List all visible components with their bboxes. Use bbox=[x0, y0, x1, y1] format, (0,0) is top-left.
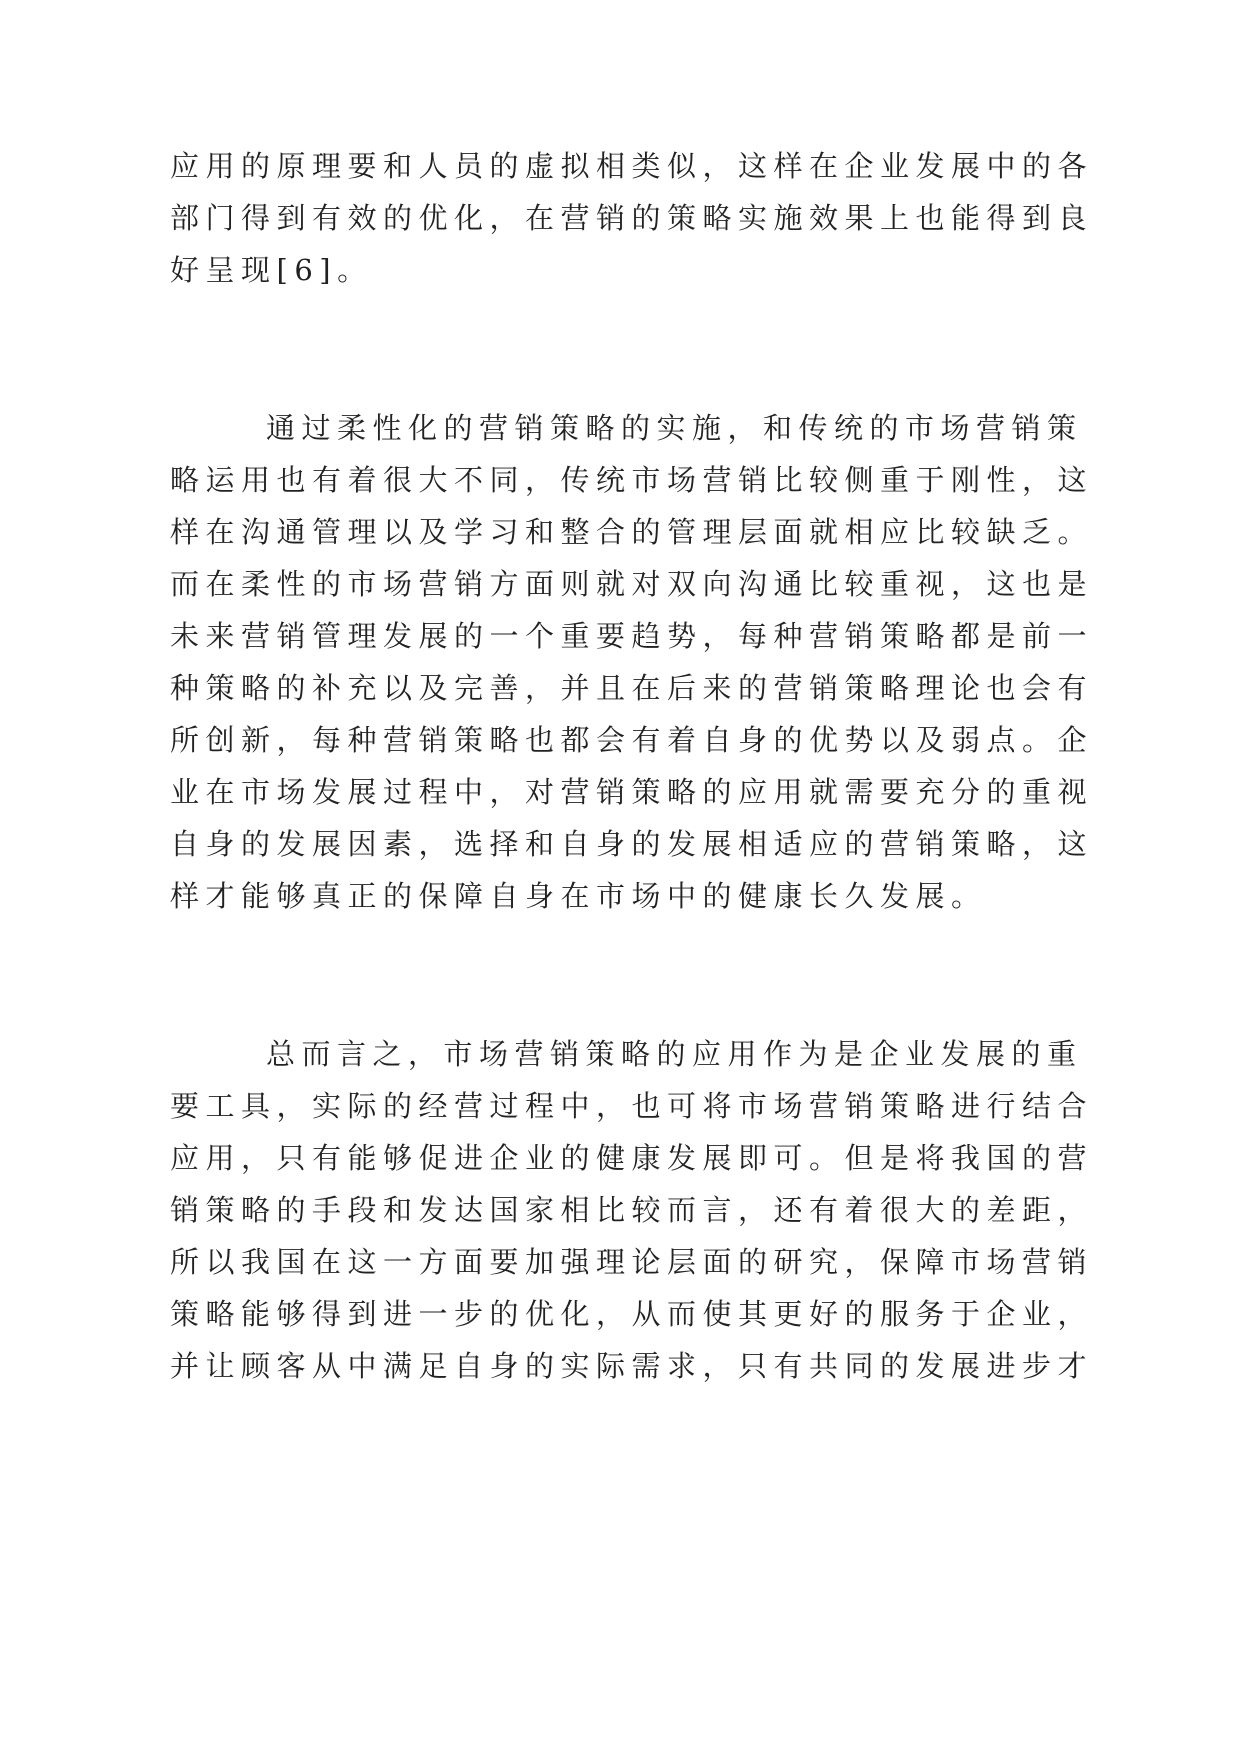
paragraph-line: 总而言之，市场营销策略的应用作为是企业发展的重 bbox=[266, 1037, 1083, 1071]
paragraph-line: 业在市场发展过程中，对营销策略的应用就需要充分的重视 bbox=[170, 775, 1094, 809]
paragraph-line: 部门得到有效的优化，在营销的策略实施效果上也能得到良 bbox=[170, 201, 1094, 235]
paragraph-line: 而在柔性的市场营销方面则就对双向沟通比较重视，这也是 bbox=[170, 567, 1094, 601]
paragraph-line: 未来营销管理发展的一个重要趋势，每种营销策略都是前一 bbox=[170, 619, 1094, 653]
paragraph-line: 略运用也有着很大不同，传统市场营销比较侧重于刚性，这 bbox=[170, 463, 1094, 497]
paragraph-line: 好呈现[6]。 bbox=[170, 253, 373, 287]
paragraph-line: 应用，只有能够促进企业的健康发展即可。但是将我国的营 bbox=[170, 1141, 1094, 1175]
paragraph-line: 通过柔性化的营销策略的实施，和传统的市场营销策 bbox=[266, 411, 1083, 445]
paragraph-line: 策略能够得到进一步的优化，从而使其更好的服务于企业， bbox=[170, 1297, 1094, 1331]
paragraph-line: 种策略的补充以及完善，并且在后来的营销策略理论也会有 bbox=[170, 671, 1094, 705]
paragraph-line: 所以我国在这一方面要加强理论层面的研究，保障市场营销 bbox=[170, 1245, 1094, 1279]
paragraph-line: 所创新，每种营销策略也都会有着自身的优势以及弱点。企 bbox=[170, 723, 1094, 757]
paragraph-line: 样才能够真正的保障自身在市场中的健康长久发展。 bbox=[170, 879, 987, 913]
paragraph-line: 要工具，实际的经营过程中，也可将市场营销策略进行结合 bbox=[170, 1089, 1094, 1123]
paragraph-line: 应用的原理要和人员的虚拟相类似，这样在企业发展中的各 bbox=[170, 149, 1094, 183]
paragraph-line: 样在沟通管理以及学习和整合的管理层面就相应比较缺乏。 bbox=[170, 515, 1094, 549]
paragraph-line: 销策略的手段和发达国家相比较而言，还有着很大的差距， bbox=[170, 1193, 1094, 1227]
paragraph-line: 并让顾客从中满足自身的实际需求，只有共同的发展进步才 bbox=[170, 1349, 1094, 1383]
paragraph-line: 自身的发展因素，选择和自身的发展相适应的营销策略，这 bbox=[170, 827, 1094, 861]
